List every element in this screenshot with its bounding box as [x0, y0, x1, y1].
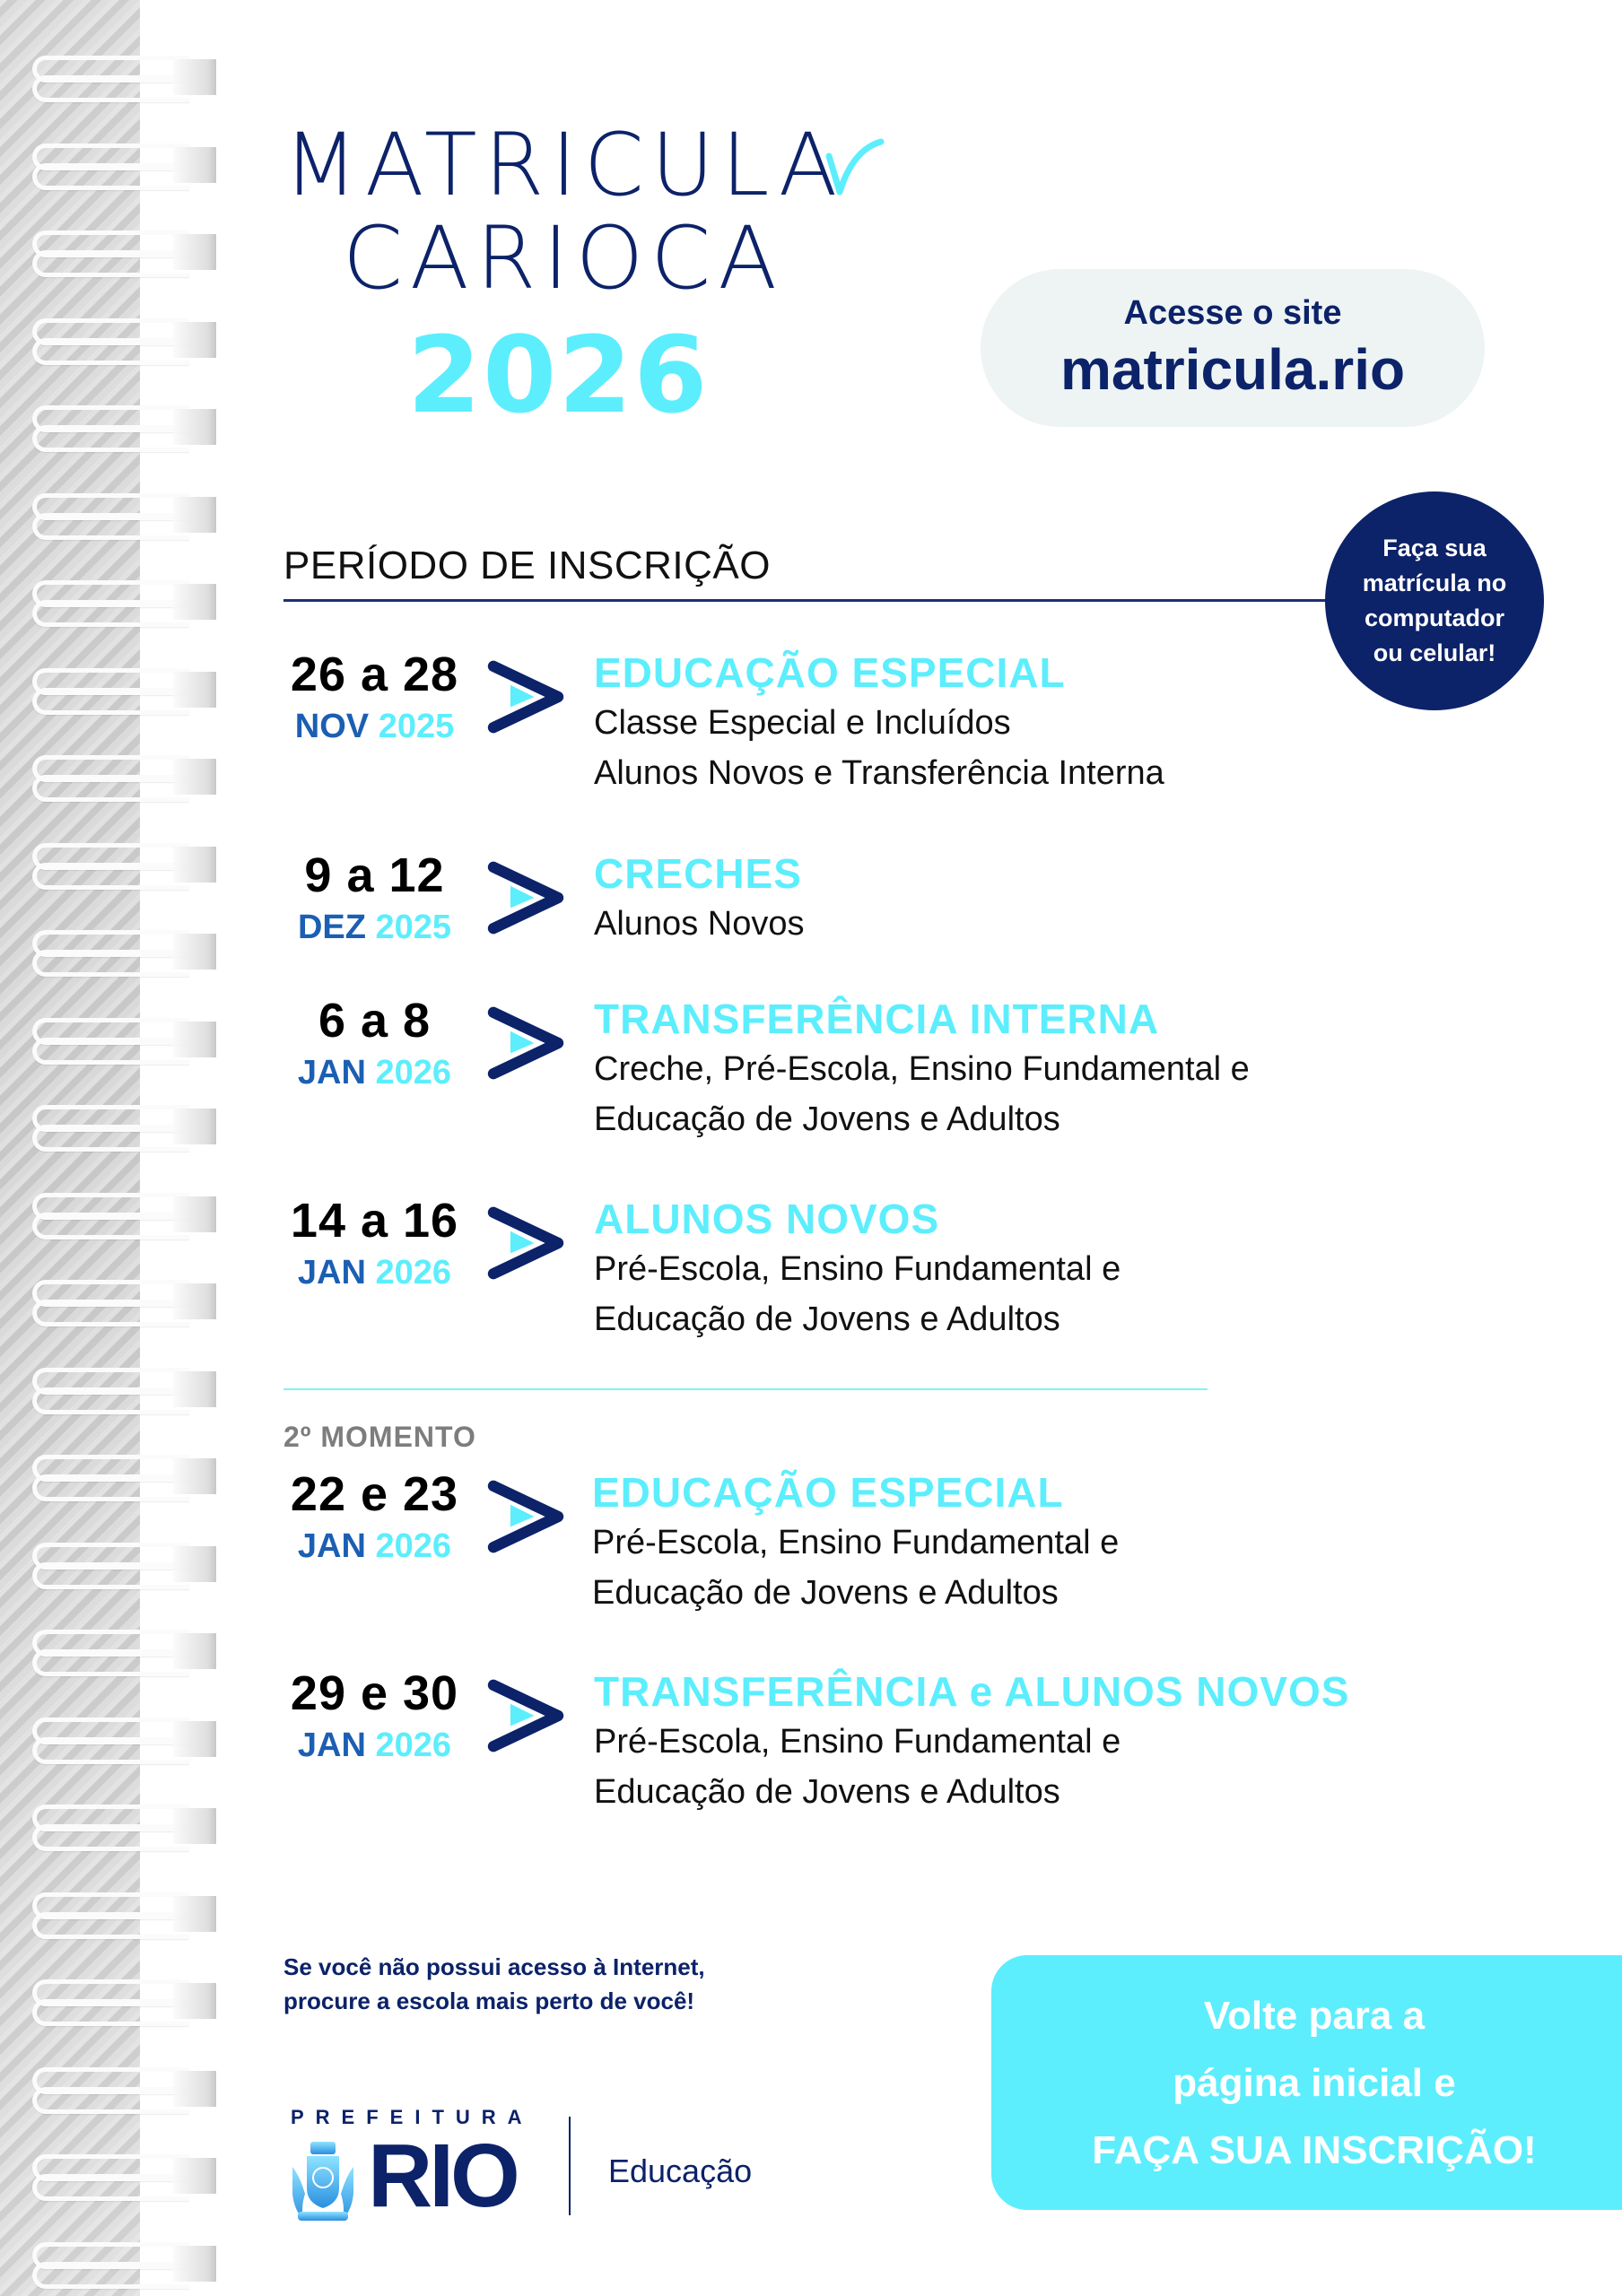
spiral-ring [32, 1718, 221, 1759]
back-to-home-cta-button[interactable] [991, 1955, 1622, 2210]
schedule-row [269, 1666, 1435, 1819]
date-block [269, 648, 480, 746]
schedule-title: EDUCAÇÃO ESPECIAL [592, 1469, 1064, 1516]
cta-line: página inicial e [1173, 2060, 1456, 2105]
spiral-ring [32, 843, 221, 884]
prefeitura-wordmark: PREFEITURA [291, 2106, 534, 2128]
schedule-row [269, 994, 1435, 1146]
date-days: 29 e 30 [290, 1666, 459, 1720]
spiral-ring [32, 668, 221, 709]
badge-line: matrícula no [1362, 570, 1507, 596]
spiral-ring [32, 1368, 221, 1409]
date-month-year [269, 707, 480, 746]
spiral-ring [32, 1805, 221, 1846]
schedule-info [594, 994, 1250, 1144]
schedule-detail: Pré-Escola, Ensino Fundamental e [594, 1723, 1121, 1761]
year: 2026 [375, 1726, 452, 1764]
badge-line: ou celular! [1373, 639, 1496, 666]
date-block [269, 848, 480, 947]
date-days: 26 a 28 [290, 648, 459, 701]
year: 2025 [378, 708, 455, 745]
logo-separator [569, 2117, 571, 2215]
schedule-title: CRECHES [594, 850, 802, 897]
prefeitura-rio-logo [285, 2106, 788, 2226]
spiral-ring [32, 1280, 221, 1321]
notice-line: Se você não possui acesso à Internet, [283, 1953, 705, 1980]
year: 2026 [375, 1254, 452, 1292]
date-block [269, 1467, 480, 1566]
second-moment-label: 2º MOMENTO [283, 1421, 476, 1453]
schedule-detail: Pré-Escola, Ensino Fundamental e [594, 1250, 1121, 1288]
schedule-title: ALUNOS NOVOS [594, 1196, 940, 1242]
spiral-ring [32, 230, 221, 272]
spiral-ring [32, 755, 221, 796]
schedule-detail: Educação de Jovens e Adultos [592, 1574, 1059, 1612]
section-title: PERÍODO DE INSCRIÇÃO [283, 544, 771, 587]
chevron-right-icon [481, 848, 571, 947]
logo-year: 2026 [407, 313, 710, 437]
site-url[interactable]: matricula.rio [1060, 337, 1406, 402]
spiral-ring [32, 144, 221, 185]
schedule-info [592, 1467, 1119, 1618]
schedule-detail: Alunos Novos e Transferência Interna [594, 754, 1164, 792]
schedule-detail: Alunos Novos [594, 905, 805, 943]
schedule-title: EDUCAÇÃO ESPECIAL [594, 649, 1066, 696]
chevron-right-icon [481, 1666, 571, 1765]
no-internet-notice [283, 1950, 705, 2018]
schedule-detail: Pré-Escola, Ensino Fundamental e [592, 1524, 1120, 1561]
spiral-ring [32, 1979, 221, 2021]
schedule-info [594, 1194, 1121, 1344]
site-link-pill[interactable] [981, 269, 1485, 427]
schedule-detail: Classe Especial e Incluídos [594, 704, 1011, 742]
logo-line-matricula: MATRICULA [283, 115, 845, 215]
department-name: Educação [608, 2152, 753, 2189]
spiral-ring [32, 1105, 221, 1146]
schedule-detail: Educação de Jovens e Adultos [594, 1300, 1060, 1338]
spiral-ring [32, 1543, 221, 1584]
date-block [269, 1194, 480, 1292]
date-month-year [269, 1726, 480, 1765]
section-divider [283, 599, 1338, 602]
schedule-row [269, 848, 1435, 1001]
spiral-ring [32, 1630, 221, 1671]
spiral-ring [32, 1018, 221, 1059]
date-month-year [269, 1526, 480, 1566]
month: DEZ [297, 909, 366, 946]
month: NOV [294, 708, 370, 745]
schedule-row [269, 1194, 1435, 1346]
second-moment-divider [283, 1388, 1208, 1390]
chevron-right-icon [481, 1467, 571, 1566]
spiral-ring [32, 2067, 221, 2109]
spiral-ring [32, 580, 221, 622]
schedule-detail: Creche, Pré-Escola, Ensino Fundamental e [594, 1050, 1250, 1088]
date-days: 22 e 23 [290, 1467, 459, 1521]
year: 2026 [375, 1527, 452, 1565]
spiral-ring [32, 493, 221, 535]
spiral-ring [32, 1455, 221, 1496]
cta-line: FAÇA SUA INSCRIÇÃO! [1092, 2127, 1537, 2172]
chevron-right-icon [481, 994, 571, 1092]
spiral-ring [32, 930, 221, 971]
year: 2026 [375, 1054, 452, 1091]
month: JAN [297, 1527, 366, 1565]
chevron-right-icon [481, 1194, 571, 1292]
date-days: 14 a 16 [290, 1194, 459, 1248]
site-label: Acesse o site [1123, 294, 1342, 332]
schedule-title: TRANSFERÊNCIA e ALUNOS NOVOS [594, 1668, 1350, 1715]
schedule-row [269, 648, 1435, 800]
schedule-info [594, 648, 1164, 798]
month: JAN [297, 1054, 366, 1091]
notice-line: procure a escola mais perto de você! [283, 1987, 695, 2014]
date-block [269, 994, 480, 1092]
spiral-ring [32, 56, 221, 97]
cta-line: Volte para a [1203, 1993, 1426, 2038]
year: 2025 [375, 909, 452, 946]
spiral-ring [32, 2154, 221, 2196]
badge-line: computador [1364, 604, 1504, 631]
spiral-ring [32, 318, 221, 360]
date-block [269, 1666, 480, 1765]
schedule-detail: Educação de Jovens e Adultos [594, 1100, 1060, 1138]
schedule-title: TRANSFERÊNCIA INTERNA [594, 996, 1160, 1042]
date-month-year [269, 908, 480, 947]
schedule-detail: Educação de Jovens e Adultos [594, 1773, 1060, 1811]
rio-wordmark: RIO [368, 2126, 517, 2226]
rio-coat-of-arms-icon [289, 2140, 357, 2222]
badge-line: Faça sua [1382, 535, 1487, 561]
schedule-info [594, 1666, 1349, 1817]
schedule-info [594, 848, 804, 949]
spiral-ring [32, 1193, 221, 1234]
month: JAN [297, 1254, 366, 1292]
logo-line-carioca: CARIOCA [343, 208, 784, 309]
month: JAN [297, 1726, 366, 1764]
chevron-right-icon [481, 648, 571, 746]
date-month-year [269, 1053, 480, 1092]
schedule-row [269, 1467, 1435, 1620]
date-days: 9 a 12 [304, 848, 445, 902]
date-month-year [269, 1253, 480, 1292]
date-days: 6 a 8 [318, 994, 432, 1048]
spiral-ring [32, 405, 221, 447]
spiral-ring [32, 2242, 221, 2283]
spiral-ring [32, 1892, 221, 1934]
